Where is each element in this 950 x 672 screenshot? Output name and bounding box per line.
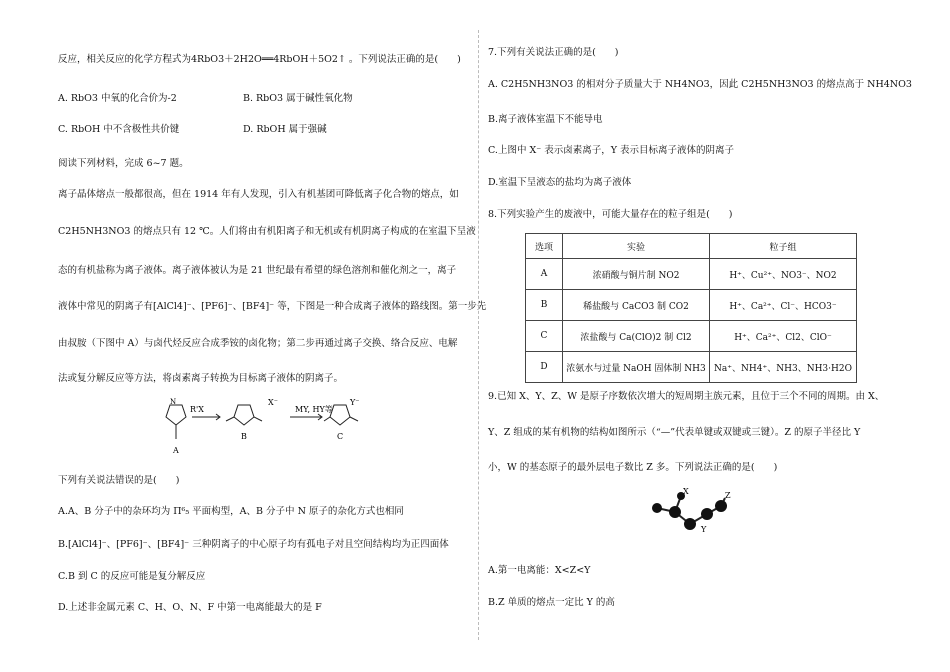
- q8-stem: 8.下列实验产生的废液中，可能大量存在的粒子组是( ): [488, 209, 733, 220]
- q9-stem-line-2: Y、Z 组成的某有机物的结构如图所示（“—”代表单键或双键或三键）。Z 的原子半径比 Y: [488, 427, 861, 438]
- q7-stem: 7.下列有关说法正确的是( ): [488, 47, 619, 58]
- table-header: 选项: [526, 234, 563, 259]
- mol-label-x: X: [683, 487, 689, 496]
- reaction-scheme: [150, 395, 380, 460]
- table-cell: 浓盐酸与 Ca(ClO)2 制 Cl2: [563, 321, 710, 352]
- table-row: [526, 259, 857, 290]
- n-label: N: [170, 398, 177, 406]
- atom: [715, 500, 727, 512]
- passage-line-4: 液体中常见的阴离子有[AlCl4]⁻、[PF6]⁻、[BF4]⁻ 等，下图是一种合成离子液体的路线图。第一步先: [58, 301, 487, 312]
- q9-stem-line-1: 9.已知 X、Y、Z、W 是原子序数依次增大的短周期主族元素，且位于三个不同的周期。由 X、: [488, 391, 885, 402]
- atom: [669, 506, 681, 518]
- molecule-figure: [645, 482, 745, 542]
- table-header: 实验: [563, 234, 710, 259]
- q7-option-b: B.离子液体室温下不能导电: [488, 114, 603, 125]
- scheme-xminus: X⁻: [268, 398, 278, 407]
- q7-option-c: C.上图中 X⁻ 表示卤素离子，Y 表示目标离子液体的阴离子: [488, 145, 735, 156]
- table-row: [526, 321, 857, 352]
- table-cell: H⁺、Ca²⁺、Cl⁻、HCO3⁻: [710, 290, 857, 321]
- table-row: [526, 290, 857, 321]
- table-cell: Na⁺、NH4⁺、NH3、NH3·H2O: [710, 352, 857, 383]
- table-cell: H⁺、Ca²⁺、Cl2、ClO⁻: [710, 321, 857, 352]
- table-cell: C: [526, 321, 563, 352]
- q5-option-c: C. RbOH 中不含极性共价键: [58, 124, 180, 135]
- mol-label-y: Y: [701, 525, 707, 534]
- table-cell: H⁺、Cu²⁺、NO3⁻、NO2: [710, 259, 857, 290]
- q9-option-a: A.第一电离能：X<Z<Y: [488, 565, 591, 576]
- imidazole-ring-c: [330, 405, 350, 425]
- q5-option-b: B. RbO3 属于碱性氧化物: [243, 93, 353, 104]
- q6-option-d: D.上述非金属元素 C、H、O、N、F 中第一电离能最大的是 F: [58, 602, 322, 613]
- q6-option-b: B.[AlCl4]⁻、[PF6]⁻、[BF4]⁻ 三种阴离子的中心原子均有孤电子对且空间结构均为正四面体: [58, 539, 449, 550]
- scheme-reagent: MY, HY等: [295, 405, 333, 414]
- passage-line-2: C2H5NH3NO3 的熔点只有 12 ℃。人们将由有机阳离子和无机或有机阴离子构成的在室温下呈液: [58, 226, 476, 237]
- scheme-yminus: Y⁻: [350, 398, 360, 407]
- table-cell: D: [526, 352, 563, 383]
- q5-option-a: A. RbO3 中氧的化合价为-2: [58, 93, 177, 104]
- imidazole-ring-b: [234, 405, 254, 425]
- q5-stem: 反应，相关反应的化学方程式为4RbO3＋2H2O══4RbOH＋5O2↑ 。下列说法正确的是( ): [58, 54, 461, 65]
- table-row: [526, 352, 857, 383]
- scheme-rx: R'X: [190, 405, 204, 414]
- table-header: 粒子组: [710, 234, 857, 259]
- passage-line-6: 法或复分解反应等方法，将卤素离子转换为目标离子液体的阴离子。: [58, 373, 344, 384]
- mol-label-z: Z: [725, 491, 731, 500]
- table-cell: 稀盐酸与 CaCO3 制 CO2: [563, 290, 710, 321]
- column-divider: [478, 30, 480, 640]
- q6-option-c: C.B 到 C 的反应可能是复分解反应: [58, 571, 206, 582]
- reading-instruction: 阅读下列材料，完成 6~7 题。: [58, 158, 189, 169]
- q6-option-a: A.A、B 分子中的杂环均为 Π⁶₅ 平面构型，A、B 分子中 N 原子的杂化方式也相同: [58, 506, 404, 517]
- table-cell: 浓硝酸与铜片制 NO2: [563, 259, 710, 290]
- q7-option-a: A. C2H5NH3NO3 的相对分子质量大于 NH4NO3，因此 C2H5NH3NO3 的熔点高于 NH4NO3: [488, 79, 912, 90]
- passage-line-1: 离子晶体熔点一般都很高，但在 1914 年有人发现，引入有机基团可降低离子化合物的熔点，如: [58, 189, 459, 200]
- table-cell: 浓氨水与过量 NaOH 固体制 NH3: [563, 352, 710, 383]
- label-c: C: [337, 432, 344, 441]
- label-a: A: [173, 446, 179, 455]
- passage-line-3: 态的有机盐称为离子液体。离子液体被认为是 21 世纪最有希望的绿色溶剂和催化剂之一，离子: [58, 265, 457, 276]
- atom: [652, 503, 662, 513]
- q9-option-b: B.Z 单质的熔点一定比 Y 的高: [488, 597, 615, 608]
- q7-option-d: D.室温下呈液态的盐均为离子液体: [488, 177, 632, 188]
- atom: [684, 518, 696, 530]
- label-b: B: [241, 432, 247, 441]
- q6-stem: 下列有关说法错误的是( ): [58, 475, 180, 486]
- table-cell: B: [526, 290, 563, 321]
- q9-stem-line-3: 小，W 的基态原子的最外层电子数比 Z 多。下列说法正确的是( ): [488, 462, 778, 473]
- table-cell: A: [526, 259, 563, 290]
- q5-option-d: D. RbOH 属于强碱: [243, 124, 327, 135]
- passage-line-5: 由叔胺（下图中 A）与卤代烃反应合成季铵的卤化物；第二步再通过离子交换、络合反应、电解: [58, 338, 458, 349]
- imidazole-ring-a: [166, 405, 186, 425]
- q8-table: [525, 233, 857, 383]
- atom: [701, 508, 713, 520]
